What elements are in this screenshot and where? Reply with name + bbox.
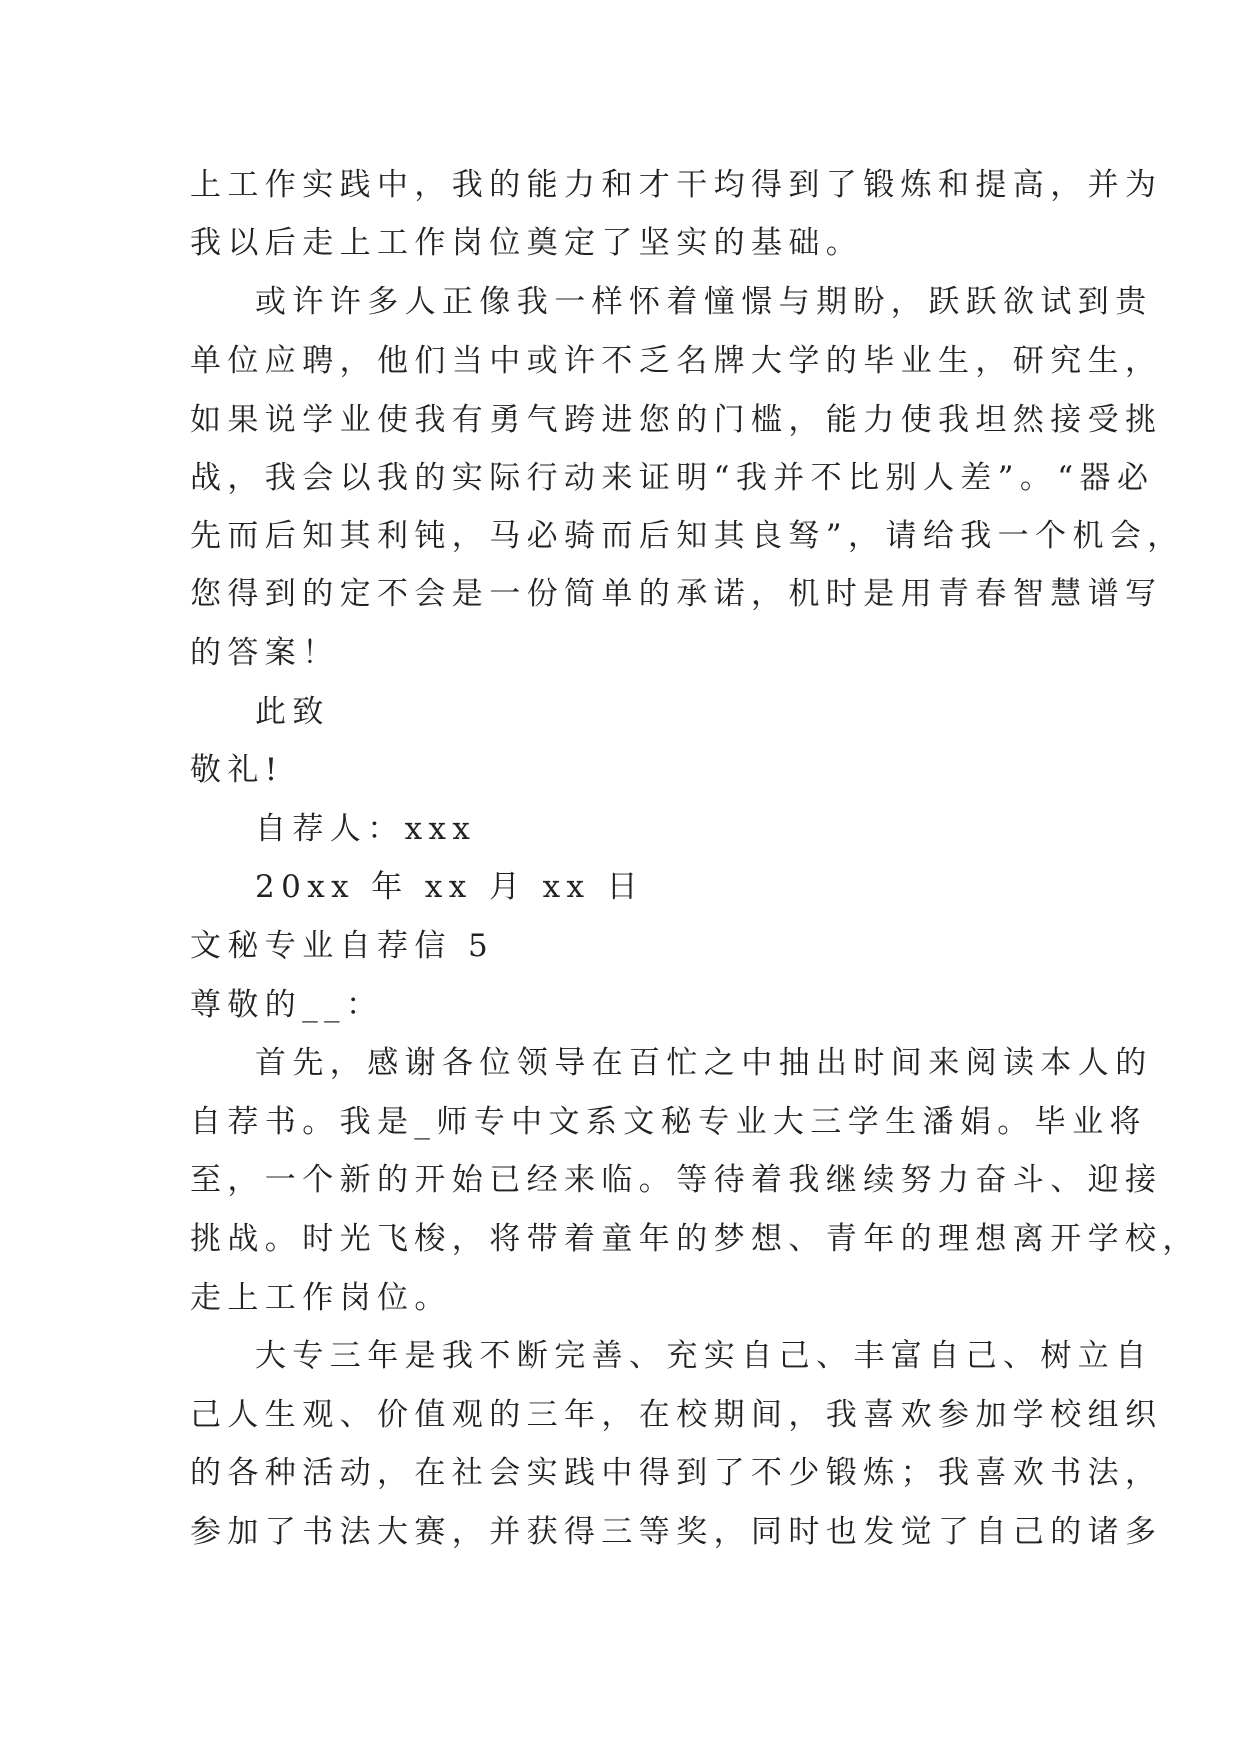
section-title: 文秘专业自荐信 5 (190, 928, 495, 964)
body-line: 先而后知其利钝，马必骑而后知其良驽”，请给我一个机会， (190, 518, 1185, 554)
body-line: 我以后走上工作岗位奠定了坚实的基础。 (190, 225, 864, 261)
signature-date: 20xx 年 xx 月 xx 日 (255, 869, 645, 905)
body-line: 上工作实践中，我的能力和才干均得到了锻炼和提高，并为 (190, 167, 1163, 203)
body-line: 挑战。时光飞梭，将带着童年的梦想、青年的理想离开学校， (190, 1221, 1200, 1257)
closing-regards: 敬礼! (190, 752, 284, 788)
body-line: 至，一个新的开始已经来临。等待着我继续努力奋斗、迎接 (190, 1162, 1163, 1198)
body-line: 参加了书法大赛，并获得三等奖，同时也发觉了自己的诸多 (190, 1514, 1163, 1550)
body-line: 您得到的定不会是一份简单的承诺，机时是用青春智慧谱写 (190, 576, 1163, 612)
closing-salutation: 此致 (255, 694, 330, 730)
body-line: 的各种活动，在社会实践中得到了不少锻炼；我喜欢书法， (190, 1455, 1163, 1491)
body-line: 单位应聘，他们当中或许不乏名牌大学的毕业生，研究生， (190, 343, 1163, 379)
body-line: 或许许多人正像我一样怀着憧憬与期盼，跃跃欲试到贵 (255, 284, 1153, 320)
body-line: 的答案！ (190, 635, 340, 671)
body-line: 战，我会以我的实际行动来证明“我并不比别人差”。“器必 (190, 460, 1155, 496)
signature-name: 自荐人：xxx (255, 811, 477, 847)
body-line: 己人生观、价值观的三年，在校期间，我喜欢参加学校组织 (190, 1397, 1163, 1433)
body-line: 自荐书。我是_师专中文系文秘专业大三学生潘娟。毕业将 (190, 1104, 1147, 1140)
body-line: 如果说学业使我有勇气跨进您的门槛，能力使我坦然接受挑 (190, 402, 1163, 438)
body-line: 走上工作岗位。 (190, 1280, 452, 1316)
greeting: 尊敬的__： (190, 987, 384, 1023)
body-line: 首先，感谢各位领导在百忙之中抽出时间来阅读本人的 (255, 1045, 1153, 1081)
body-line: 大专三年是我不断完善、充实自己、丰富自己、树立自 (255, 1338, 1153, 1374)
